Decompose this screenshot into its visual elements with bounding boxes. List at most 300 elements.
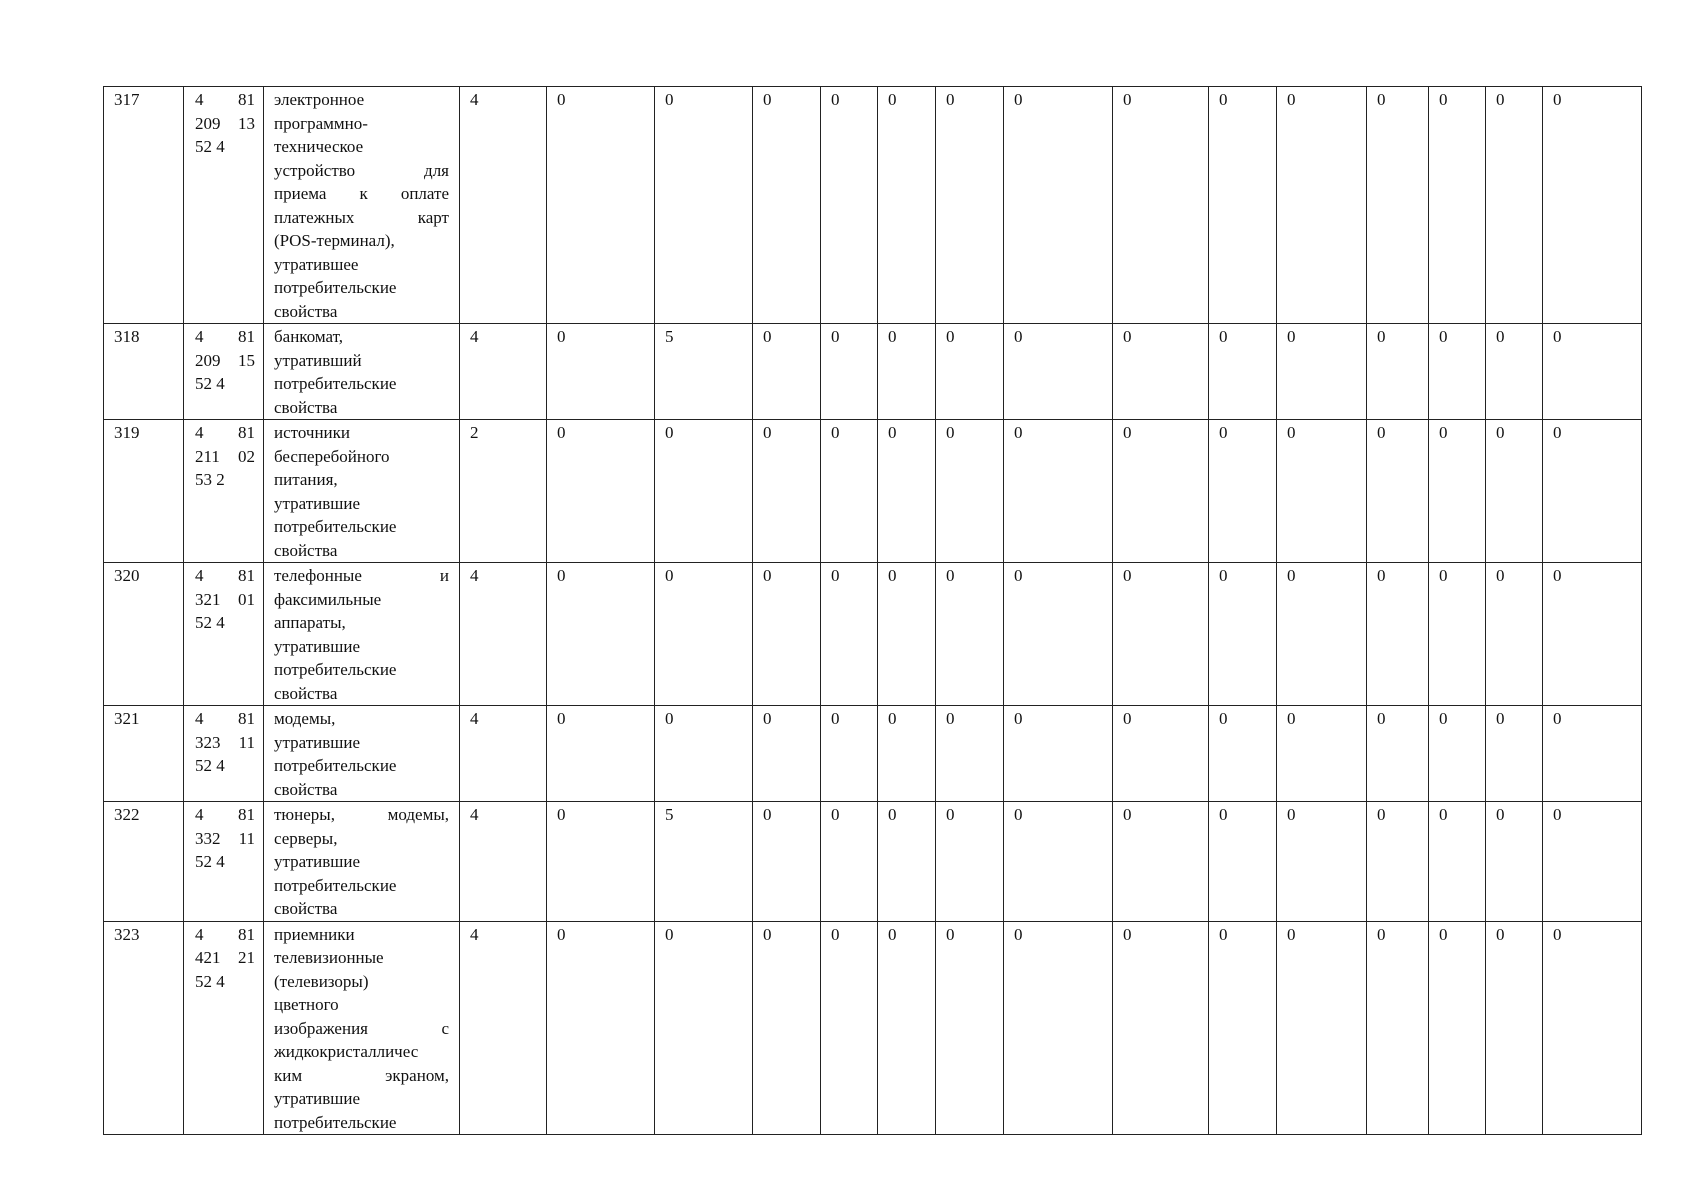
value-text: 0: [831, 709, 840, 728]
row-number-cell: 320: [104, 563, 184, 706]
value-cell: [1209, 420, 1277, 563]
value-cell: [1367, 324, 1429, 420]
value-cell: [547, 563, 655, 706]
waste-name-line: серверы,: [274, 828, 338, 848]
waste-code-line: 52 4: [195, 613, 225, 632]
table-row: [104, 420, 1642, 563]
value-cell: [753, 324, 821, 420]
value-text: 0: [831, 90, 840, 109]
row-number-cell: 322: [104, 802, 184, 922]
value-cell: [1209, 87, 1277, 324]
value-text: 0: [1219, 924, 1228, 944]
value-text: 0: [557, 327, 566, 346]
waste-code-cell: [184, 563, 264, 706]
value-cell: [1543, 324, 1642, 420]
value-cell: [1004, 706, 1113, 802]
value-text: 0: [831, 566, 840, 585]
value-cell: [1486, 420, 1543, 563]
waste-name-cell: [264, 87, 460, 324]
waste-code-cell: [184, 87, 264, 324]
waste-code-line: 53 2: [195, 470, 225, 489]
waste-name-line: телефонные и: [274, 566, 449, 585]
value-text: 0: [1377, 566, 1386, 585]
value-text: 4: [470, 327, 479, 346]
value-cell: [1209, 802, 1277, 922]
waste-name-line: приемники: [274, 924, 355, 944]
value-text: 0: [1496, 90, 1505, 109]
waste-name-cell: [264, 921, 460, 1135]
waste-name-line: свойства: [274, 683, 338, 703]
value-cell: [460, 802, 547, 922]
value-cell: [878, 87, 936, 324]
waste-code-line: 4 81: [195, 90, 255, 109]
waste-name-line: аппараты,: [274, 613, 346, 632]
value-text: 0: [763, 423, 772, 442]
value-cell: [460, 420, 547, 563]
value-cell: [1429, 324, 1486, 420]
value-cell: [753, 420, 821, 563]
value-text: 0: [888, 805, 897, 824]
value-cell: [1367, 87, 1429, 324]
value-text: 0: [665, 566, 674, 585]
value-cell: [1486, 324, 1543, 420]
value-cell: [1543, 921, 1642, 1135]
value-text: 0: [1287, 423, 1296, 442]
value-text: 0: [1123, 566, 1132, 585]
value-text: 0: [1014, 423, 1023, 442]
value-text: 0: [888, 924, 897, 944]
value-text: 0: [888, 327, 897, 346]
value-cell: [1543, 706, 1642, 802]
waste-name-line: программно-: [274, 113, 368, 133]
value-text: 0: [831, 805, 840, 824]
value-text: 0: [1553, 423, 1562, 442]
row-number-cell: 319: [104, 420, 184, 563]
value-cell: [655, 921, 753, 1135]
value-cell: [753, 802, 821, 922]
value-text: 0: [1439, 423, 1448, 442]
value-text: 0: [1287, 924, 1296, 944]
value-cell: [1543, 420, 1642, 563]
waste-code-line: 211 02: [195, 446, 255, 466]
value-text: 0: [1219, 327, 1228, 346]
value-cell: [1277, 802, 1367, 922]
value-cell: [936, 87, 1004, 324]
value-text: 0: [1287, 709, 1296, 728]
value-cell: [1113, 802, 1209, 922]
value-text: 0: [1287, 327, 1296, 346]
value-cell: [821, 420, 878, 563]
value-text: 4: [470, 805, 479, 824]
value-cell: [753, 921, 821, 1135]
value-cell: [821, 87, 878, 324]
waste-name-line: потребительские: [274, 875, 397, 895]
value-text: 0: [1287, 566, 1296, 585]
value-cell: [821, 563, 878, 706]
value-cell: [1004, 420, 1113, 563]
waste-name-line: свойства: [274, 397, 338, 417]
value-text: 0: [1219, 90, 1228, 109]
waste-name-line: утратившие: [274, 493, 361, 513]
waste-code-line: 209 15: [195, 350, 255, 370]
waste-name-line: изображения с: [274, 1018, 449, 1038]
value-cell: [460, 87, 547, 324]
waste-code-cell: [184, 420, 264, 563]
value-cell: [936, 802, 1004, 922]
value-text: 0: [946, 805, 955, 824]
value-text: 0: [665, 90, 674, 109]
value-cell: [1113, 420, 1209, 563]
waste-name-line: источники: [274, 423, 351, 442]
value-text: 0: [1219, 423, 1228, 442]
value-cell: [1113, 921, 1209, 1135]
value-cell: [878, 420, 936, 563]
value-text: 0: [557, 924, 566, 944]
value-text: 0: [1219, 566, 1228, 585]
value-cell: [1486, 921, 1543, 1135]
value-cell: [1277, 921, 1367, 1135]
value-text: 0: [1219, 805, 1228, 824]
waste-code-cell: [184, 802, 264, 922]
value-text: 0: [1123, 327, 1132, 346]
value-cell: [1367, 921, 1429, 1135]
waste-name-line: утратившие: [274, 1089, 361, 1108]
value-cell: [547, 706, 655, 802]
value-text: 0: [1287, 805, 1296, 824]
value-text: 4: [470, 90, 479, 109]
value-text: 0: [557, 709, 566, 728]
value-cell: [1367, 802, 1429, 922]
value-text: 0: [1219, 709, 1228, 728]
table-row: [104, 87, 1642, 324]
value-cell: [547, 921, 655, 1135]
value-text: 0: [1439, 566, 1448, 585]
waste-name-line: телевизионные: [274, 948, 384, 967]
value-text: 0: [1439, 805, 1448, 824]
value-text: 0: [1439, 327, 1448, 346]
value-text: 0: [1496, 566, 1505, 585]
waste-name-cell: [264, 563, 460, 706]
waste-name-line: потребительские: [274, 517, 397, 536]
value-text: 0: [946, 423, 955, 442]
waste-name-line: свойства: [274, 301, 338, 321]
waste-name-line: модемы,: [274, 709, 336, 728]
waste-name-line: тюнеры, модемы,: [274, 805, 449, 824]
value-cell: [1486, 802, 1543, 922]
waste-name-line: потребительские: [274, 278, 397, 297]
waste-name-line: свойства: [274, 540, 338, 560]
waste-name-line: приема к оплате: [274, 184, 449, 203]
waste-name-line: (POS-терминал),: [274, 231, 395, 250]
waste-name-line: потребительские: [274, 660, 397, 679]
value-cell: [936, 921, 1004, 1135]
value-text: 0: [1377, 90, 1386, 109]
value-text: 0: [1377, 327, 1386, 346]
value-text: 2: [470, 423, 479, 442]
value-cell: [936, 420, 1004, 563]
value-text: 0: [1439, 709, 1448, 728]
value-cell: [1113, 87, 1209, 324]
value-cell: [1367, 706, 1429, 802]
value-cell: [1367, 563, 1429, 706]
value-cell: [1429, 87, 1486, 324]
value-cell: [878, 324, 936, 420]
waste-code-line: 4 81: [195, 566, 255, 585]
value-text: 0: [1014, 566, 1023, 585]
value-text: 0: [888, 709, 897, 728]
value-text: 0: [888, 423, 897, 442]
value-cell: [1209, 921, 1277, 1135]
value-cell: [821, 802, 878, 922]
value-text: 0: [1377, 924, 1386, 944]
value-cell: [1429, 921, 1486, 1135]
table-row: [104, 706, 1642, 802]
value-text: 0: [763, 709, 772, 728]
waste-name-line: утративший: [274, 350, 362, 370]
value-cell: [1429, 563, 1486, 706]
value-cell: [1543, 563, 1642, 706]
value-cell: [547, 420, 655, 563]
waste-name-line: ким экраном,: [274, 1065, 449, 1085]
value-text: 0: [1496, 709, 1505, 728]
value-cell: [655, 706, 753, 802]
value-text: 0: [1496, 327, 1505, 346]
waste-code-line: 421 21: [195, 948, 255, 967]
value-text: 0: [1553, 805, 1562, 824]
waste-code-cell: [184, 706, 264, 802]
waste-classification-table: [103, 86, 1642, 1135]
table-row: [104, 802, 1642, 922]
waste-name-line: утратившие: [274, 636, 361, 656]
value-text: 0: [1014, 805, 1023, 824]
waste-code-line: 52 4: [195, 971, 225, 991]
waste-name-line: факсимильные: [274, 589, 382, 609]
value-cell: [936, 324, 1004, 420]
waste-code-line: 4 81: [195, 709, 255, 728]
waste-name-line: банкомат,: [274, 327, 344, 346]
value-cell: [1004, 324, 1113, 420]
value-cell: [1543, 802, 1642, 922]
value-text: 0: [946, 924, 955, 944]
value-text: 0: [1123, 423, 1132, 442]
value-text: 5: [665, 805, 674, 824]
value-cell: [547, 324, 655, 420]
value-cell: [1277, 706, 1367, 802]
waste-code-line: 52 4: [195, 852, 225, 871]
value-cell: [1209, 324, 1277, 420]
value-cell: [1113, 324, 1209, 420]
value-text: 0: [1014, 709, 1023, 728]
value-cell: [1277, 420, 1367, 563]
waste-name-line: утратившие: [274, 852, 361, 871]
value-text: 0: [763, 924, 772, 944]
waste-code-line: 52 4: [195, 374, 225, 393]
value-text: 0: [1014, 327, 1023, 346]
value-text: 0: [665, 423, 674, 442]
waste-name-line: утратившее: [274, 254, 359, 274]
waste-code-line: 321 01: [195, 589, 255, 609]
value-text: 0: [763, 90, 772, 109]
value-cell: [1429, 420, 1486, 563]
waste-name-line: цветного: [274, 995, 339, 1014]
value-text: 0: [1287, 90, 1296, 109]
waste-code-line: 4 81: [195, 924, 255, 944]
value-text: 0: [946, 566, 955, 585]
waste-name-line: утратившие: [274, 732, 361, 752]
value-cell: [878, 706, 936, 802]
value-cell: [460, 706, 547, 802]
value-cell: [1277, 563, 1367, 706]
waste-name-line: свойства: [274, 779, 338, 799]
value-text: 0: [1553, 327, 1562, 346]
row-number-cell: 323: [104, 921, 184, 1135]
value-text: 0: [763, 566, 772, 585]
value-text: 0: [1123, 924, 1132, 944]
value-cell: [1429, 802, 1486, 922]
value-cell: [753, 87, 821, 324]
value-text: 0: [831, 423, 840, 442]
value-text: 0: [888, 90, 897, 109]
value-text: 0: [557, 566, 566, 585]
value-text: 0: [1553, 90, 1562, 109]
waste-name-line: потребительские: [274, 756, 397, 775]
waste-name-cell: [264, 420, 460, 563]
value-cell: [1209, 706, 1277, 802]
waste-name-line: свойства: [274, 899, 338, 918]
value-cell: [1486, 563, 1543, 706]
value-cell: [821, 324, 878, 420]
waste-name-line: питания,: [274, 470, 338, 489]
value-cell: [1004, 87, 1113, 324]
waste-code-line: 4 81: [195, 805, 255, 824]
value-text: 0: [1496, 924, 1505, 944]
value-text: 0: [763, 327, 772, 346]
waste-code-cell: [184, 324, 264, 420]
value-cell: [547, 802, 655, 922]
value-text: 0: [1377, 805, 1386, 824]
waste-code-line: 4 81: [195, 423, 255, 442]
value-text: 0: [1123, 90, 1132, 109]
row-number-cell: 321: [104, 706, 184, 802]
value-cell: [936, 563, 1004, 706]
value-cell: [1367, 420, 1429, 563]
row-number-cell: 318: [104, 324, 184, 420]
value-text: 0: [1496, 805, 1505, 824]
value-text: 0: [763, 805, 772, 824]
value-cell: [753, 706, 821, 802]
waste-name-cell: [264, 324, 460, 420]
waste-name-line: платежных карт: [274, 207, 449, 227]
value-text: 0: [665, 924, 674, 944]
table-row: [104, 921, 1642, 1135]
value-text: 0: [1014, 924, 1023, 944]
waste-code-line: 323 11: [195, 732, 255, 752]
value-text: 0: [946, 709, 955, 728]
waste-name-line: жидкокристалличес: [274, 1042, 419, 1061]
value-text: 0: [557, 90, 566, 109]
value-text: 0: [1553, 566, 1562, 585]
value-text: 0: [946, 90, 955, 109]
value-cell: [1277, 87, 1367, 324]
value-text: 0: [665, 709, 674, 728]
waste-name-line: потребительские: [274, 1112, 397, 1132]
table-row: [104, 324, 1642, 420]
table-row: [104, 563, 1642, 706]
value-cell: [655, 87, 753, 324]
value-text: 0: [1439, 90, 1448, 109]
value-cell: [753, 563, 821, 706]
value-cell: [460, 563, 547, 706]
value-cell: [1113, 563, 1209, 706]
waste-code-line: 4 81: [195, 327, 255, 346]
value-cell: [936, 706, 1004, 802]
value-cell: [878, 921, 936, 1135]
value-text: 4: [470, 566, 479, 585]
value-text: 0: [557, 423, 566, 442]
value-cell: [1277, 324, 1367, 420]
value-cell: [1209, 563, 1277, 706]
value-text: 0: [557, 805, 566, 824]
value-cell: [1004, 921, 1113, 1135]
value-text: 0: [946, 327, 955, 346]
waste-name-line: (телевизоры): [274, 971, 369, 991]
value-text: 0: [1014, 90, 1023, 109]
value-cell: [821, 921, 878, 1135]
value-cell: [655, 324, 753, 420]
value-cell: [547, 87, 655, 324]
value-cell: [878, 802, 936, 922]
row-number-cell: 317: [104, 87, 184, 324]
value-text: 0: [831, 924, 840, 944]
waste-name-cell: [264, 802, 460, 922]
value-text: 0: [1439, 924, 1448, 944]
waste-code-line: 52 4: [195, 137, 225, 156]
value-cell: [1113, 706, 1209, 802]
waste-code-line: 52 4: [195, 756, 225, 775]
value-cell: [1004, 802, 1113, 922]
waste-name-line: электронное: [274, 90, 365, 109]
value-cell: [1486, 706, 1543, 802]
value-text: 0: [1123, 805, 1132, 824]
value-text: 0: [1377, 423, 1386, 442]
value-cell: [1486, 87, 1543, 324]
value-cell: [460, 921, 547, 1135]
value-text: 5: [665, 327, 674, 346]
value-text: 0: [1496, 423, 1505, 442]
value-text: 4: [470, 924, 479, 944]
waste-name-line: потребительские: [274, 374, 397, 393]
value-cell: [655, 420, 753, 563]
value-text: 4: [470, 709, 479, 728]
value-text: 0: [1123, 709, 1132, 728]
value-text: 0: [888, 566, 897, 585]
value-cell: [655, 802, 753, 922]
value-cell: [460, 324, 547, 420]
waste-name-cell: [264, 706, 460, 802]
waste-code-cell: [184, 921, 264, 1135]
value-text: 0: [1553, 924, 1562, 944]
waste-code-line: 209 13: [195, 113, 255, 133]
table-body: [104, 87, 1642, 1135]
value-text: 0: [831, 327, 840, 346]
value-cell: [821, 706, 878, 802]
waste-code-line: 332 11: [195, 828, 255, 848]
value-cell: [878, 563, 936, 706]
value-cell: [655, 563, 753, 706]
value-cell: [1543, 87, 1642, 324]
value-cell: [1429, 706, 1486, 802]
waste-name-line: устройство для: [274, 160, 449, 180]
